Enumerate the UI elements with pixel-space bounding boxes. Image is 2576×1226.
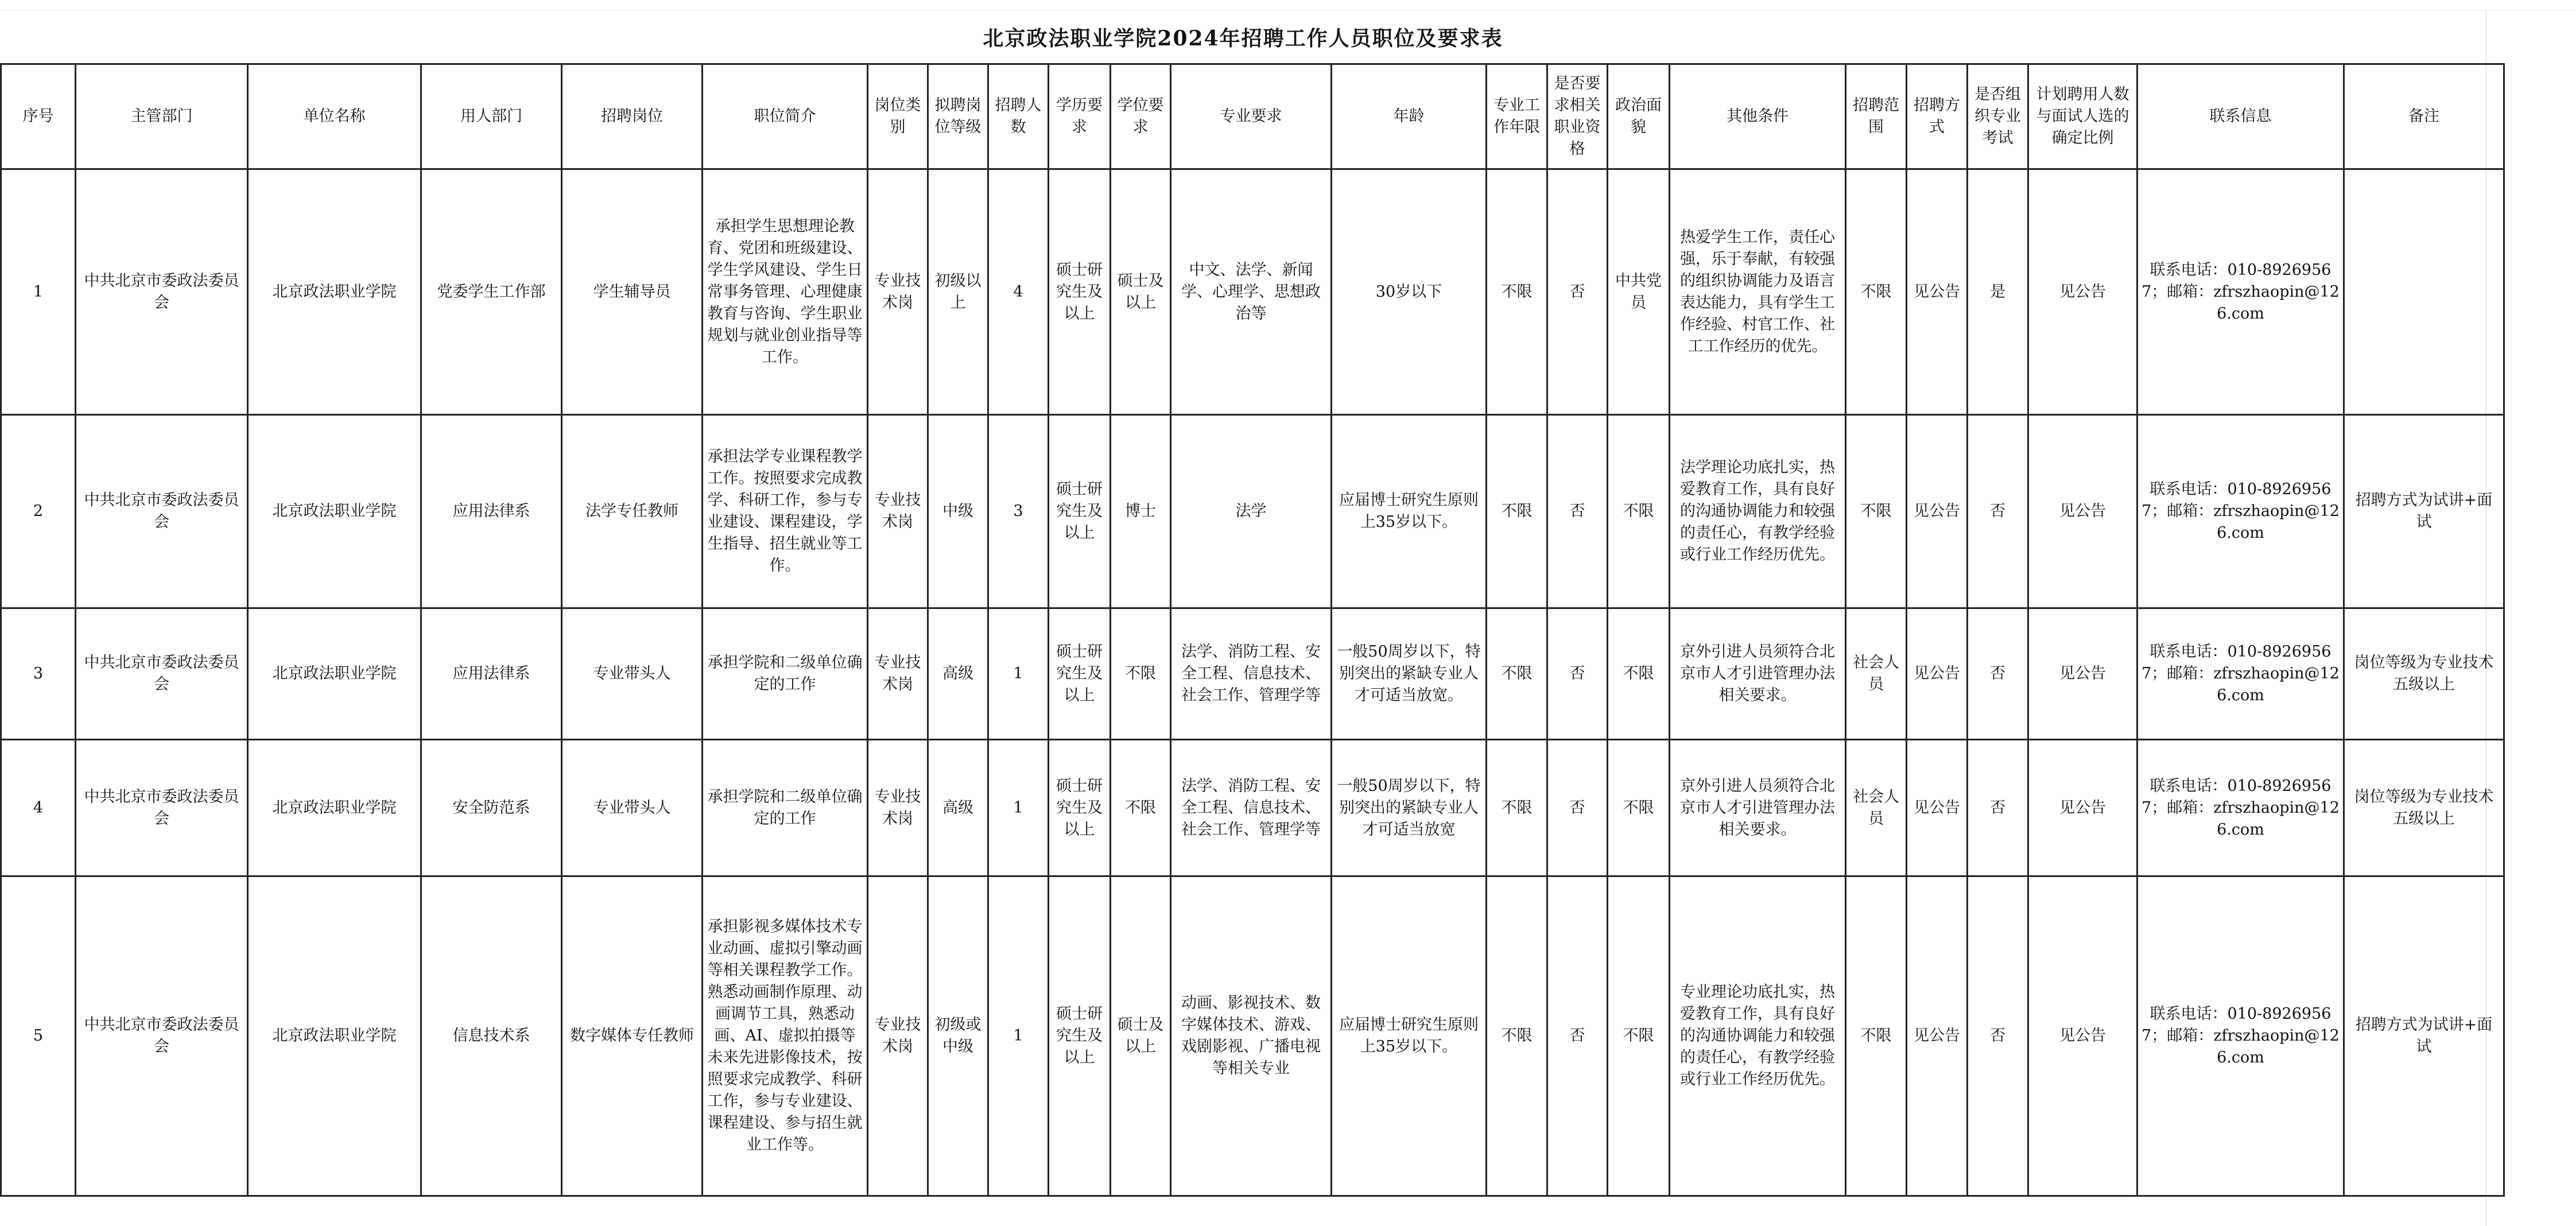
cell-cert: 否 (1547, 608, 1608, 740)
cell-remark: 岗位等级为专业技术五级以上 (2344, 608, 2504, 740)
header-cell-scope: 招聘范围 (1846, 64, 1907, 169)
table-row (1, 740, 2504, 876)
cell-age: 应届博士研究生原则上35岁以下。 (1332, 876, 1487, 1196)
cell-desc: 承担学院和二级单位确定的工作 (703, 608, 868, 740)
header-cell-method: 招聘方式 (1907, 64, 1968, 169)
cell-years: 不限 (1487, 740, 1547, 876)
cell-unit: 北京政法职业学院 (248, 169, 421, 415)
cell-exam: 否 (1968, 740, 2028, 876)
cell-category: 专业技术岗 (868, 415, 928, 608)
cell-degree: 不限 (1111, 608, 1171, 740)
table-row (1, 169, 2504, 415)
cell-desc: 承担学院和二级单位确定的工作 (703, 740, 868, 876)
header-cell-post: 招聘岗位 (562, 64, 703, 169)
cell-unit: 北京政法职业学院 (248, 608, 421, 740)
cell-remark: 招聘方式为试讲+面试 (2344, 876, 2504, 1196)
cell-edu: 硕士研究生及以上 (1049, 415, 1111, 608)
cell-unit: 北京政法职业学院 (248, 876, 421, 1196)
cell-politics: 不限 (1608, 876, 1670, 1196)
cell-ratio: 见公告 (2028, 415, 2137, 608)
cell-edu: 硕士研究生及以上 (1049, 169, 1111, 415)
cell-other: 法学理论功底扎实，热爱教育工作，具有良好的沟通协调能力和较强的责任心，有教学经验或行业工作经历优先。 (1670, 415, 1846, 608)
cell-employer: 应用法律系 (421, 415, 562, 608)
cell-category: 专业技术岗 (868, 740, 928, 876)
header-cell-ratio: 计划聘用人数与面试人选的确定比例 (2028, 64, 2137, 169)
cell-employer: 党委学生工作部 (421, 169, 562, 415)
cell-politics: 不限 (1608, 740, 1670, 876)
header-cell-age: 年龄 (1332, 64, 1487, 169)
cell-cert: 否 (1547, 740, 1608, 876)
cell-no: 5 (1, 876, 76, 1196)
cell-dept: 中共北京市委政法委员会 (76, 415, 248, 608)
cell-post: 专业带头人 (562, 608, 703, 740)
header-cell-category: 岗位类别 (868, 64, 928, 169)
header-cell-cert: 是否要求相关职业资格 (1547, 64, 1608, 169)
cell-no: 3 (1, 608, 76, 740)
cell-exam: 否 (1968, 876, 2028, 1196)
cell-exam: 是 (1968, 169, 2028, 415)
cell-dept: 中共北京市委政法委员会 (76, 876, 248, 1196)
cell-major: 中文、法学、新闻学、心理学、思想政治等 (1171, 169, 1332, 415)
header-cell-edu: 学历要求 (1049, 64, 1111, 169)
cell-ratio: 见公告 (2028, 169, 2137, 415)
cell-age: 一般50周岁以下，特别突出的紧缺专业人才可适当放宽 (1332, 740, 1487, 876)
cell-dept: 中共北京市委政法委员会 (76, 608, 248, 740)
cell-contact: 联系电话：010-89269567；邮箱：zfrszhaopin@126.com (2137, 876, 2344, 1196)
header-cell-exam: 是否组织专业考试 (1968, 64, 2028, 169)
header-cell-major: 专业要求 (1171, 64, 1332, 169)
cell-other: 京外引进人员须符合北京市人才引进管理办法相关要求。 (1670, 740, 1846, 876)
header-cell-count: 招聘人数 (988, 64, 1049, 169)
cell-remark: 招聘方式为试讲+面试 (2344, 415, 2504, 608)
cell-desc: 承担影视多媒体技术专业动画、虚拟引擎动画等相关课程教学工作。熟悉动画制作原理、动画调节工具，熟悉动画、AI、虚拟拍摄等未来先进影像技术，按照要求完成教学、科研工作，参与专业建设、课程建设、参与招生就业工作等。 (703, 876, 868, 1196)
cell-method: 见公告 (1907, 740, 1968, 876)
cell-count: 3 (988, 415, 1049, 608)
cell-cert: 否 (1547, 169, 1608, 415)
cell-level: 高级 (928, 740, 988, 876)
cell-scope: 不限 (1846, 876, 1907, 1196)
table-row (1, 608, 2504, 740)
header-cell-level: 拟聘岗位等级 (928, 64, 988, 169)
cell-politics: 不限 (1608, 608, 1670, 740)
cell-age: 一般50周岁以下，特别突出的紧缺专业人才可适当放宽。 (1332, 608, 1487, 740)
cell-unit: 北京政法职业学院 (248, 740, 421, 876)
cell-post: 学生辅导员 (562, 169, 703, 415)
cell-count: 4 (988, 169, 1049, 415)
cell-method: 见公告 (1907, 608, 1968, 740)
cell-remark (2344, 169, 2504, 415)
cell-scope: 不限 (1846, 415, 1907, 608)
cell-major: 动画、影视技术、数字媒体技术、游戏、戏剧影视、广播电视等相关专业 (1171, 876, 1332, 1196)
cell-major: 法学 (1171, 415, 1332, 608)
cell-remark: 岗位等级为专业技术五级以上 (2344, 740, 2504, 876)
cell-age: 应届博士研究生原则上35岁以下。 (1332, 415, 1487, 608)
cell-scope: 不限 (1846, 169, 1907, 415)
cell-desc: 承担学生思想理论教育、党团和班级建设、学生学风建设、学生日常事务管理、心理健康教育与咨询、学生职业规划与就业创业指导等工作。 (703, 169, 868, 415)
cell-degree: 不限 (1111, 740, 1171, 876)
cell-cert: 否 (1547, 415, 1608, 608)
cell-employer: 安全防范系 (421, 740, 562, 876)
cell-edu: 硕士研究生及以上 (1049, 608, 1111, 740)
cell-contact: 联系电话：010-89269567；邮箱：zfrszhaopin@126.com (2137, 608, 2344, 740)
cell-cert: 否 (1547, 876, 1608, 1196)
cell-count: 1 (988, 608, 1049, 740)
header-cell-degree: 学位要求 (1111, 64, 1171, 169)
cell-no: 4 (1, 740, 76, 876)
header-cell-desc: 职位简介 (703, 64, 868, 169)
cell-degree: 硕士及以上 (1111, 169, 1171, 415)
cell-age: 30岁以下 (1332, 169, 1487, 415)
header-cell-unit: 单位名称 (248, 64, 421, 169)
cell-post: 数字媒体专任教师 (562, 876, 703, 1196)
cell-years: 不限 (1487, 169, 1547, 415)
cell-method: 见公告 (1907, 415, 1968, 608)
cell-level: 中级 (928, 415, 988, 608)
cell-scope: 社会人员 (1846, 740, 1907, 876)
cell-other: 专业理论功底扎实，热爱教育工作，具有良好的沟通协调能力和较强的责任心，有教学经验或行业工作经历优先。 (1670, 876, 1846, 1196)
header-cell-other: 其他条件 (1670, 64, 1846, 169)
cell-major: 法学、消防工程、安全工程、信息技术、社会工作、管理学等 (1171, 608, 1332, 740)
cell-count: 1 (988, 740, 1049, 876)
cell-dept: 中共北京市委政法委员会 (76, 169, 248, 415)
cell-unit: 北京政法职业学院 (248, 415, 421, 608)
cell-method: 见公告 (1907, 169, 1968, 415)
cell-exam: 否 (1968, 415, 2028, 608)
cell-degree: 硕士及以上 (1111, 876, 1171, 1196)
cell-politics: 中共党员 (1608, 169, 1670, 415)
cell-desc: 承担法学专业课程教学工作。按照要求完成教学、科研工作，参与专业建设、课程建设，学生指导、招生就业等工作。 (703, 415, 868, 608)
cell-dept: 中共北京市委政法委员会 (76, 740, 248, 876)
cell-no: 1 (1, 169, 76, 415)
cell-level: 高级 (928, 608, 988, 740)
cell-employer: 应用法律系 (421, 608, 562, 740)
cell-count: 1 (988, 876, 1049, 1196)
cell-edu: 硕士研究生及以上 (1049, 876, 1111, 1196)
cell-level: 初级以上 (928, 169, 988, 415)
cell-edu: 硕士研究生及以上 (1049, 740, 1111, 876)
cell-contact: 联系电话：010-89269567；邮箱：zfrszhaopin@126.com (2137, 169, 2344, 415)
cell-method: 见公告 (1907, 876, 1968, 1196)
header-row (1, 64, 2504, 169)
cell-ratio: 见公告 (2028, 608, 2137, 740)
cell-contact: 联系电话：010-89269567；邮箱：zfrszhaopin@126.com (2137, 415, 2344, 608)
header-cell-politics: 政治面貌 (1608, 64, 1670, 169)
cell-years: 不限 (1487, 876, 1547, 1196)
table-row (1, 415, 2504, 608)
cell-contact: 联系电话：010-89269567；邮箱：zfrszhaopin@126.com (2137, 740, 2344, 876)
cell-category: 专业技术岗 (868, 608, 928, 740)
cell-category: 专业技术岗 (868, 169, 928, 415)
cell-category: 专业技术岗 (868, 876, 928, 1196)
cell-major: 法学、消防工程、安全工程、信息技术、社会工作、管理学等 (1171, 740, 1332, 876)
cell-employer: 信息技术系 (421, 876, 562, 1196)
header-cell-employer: 用人部门 (421, 64, 562, 169)
header-cell-years: 专业工作年限 (1487, 64, 1547, 169)
recruitment-table (0, 63, 2505, 1197)
header-cell-contact: 联系信息 (2137, 64, 2344, 169)
cell-politics: 不限 (1608, 415, 1670, 608)
header-cell-remark: 备注 (2344, 64, 2504, 169)
cell-ratio: 见公告 (2028, 740, 2137, 876)
cell-years: 不限 (1487, 608, 1547, 740)
cell-degree: 博士 (1111, 415, 1171, 608)
cell-other: 热爱学生工作，责任心强，乐于奉献，有较强的组织协调能力及语言表达能力，具有学生工作经验、村官工作、社工工作经历的优先。 (1670, 169, 1846, 415)
cell-exam: 否 (1968, 608, 2028, 740)
header-cell-dept: 主管部门 (76, 64, 248, 169)
cell-ratio: 见公告 (2028, 876, 2137, 1196)
cell-level: 初级或中级 (928, 876, 988, 1196)
cell-post: 专业带头人 (562, 740, 703, 876)
cell-other: 京外引进人员须符合北京市人才引进管理办法相关要求。 (1670, 608, 1846, 740)
table-row (1, 876, 2504, 1196)
cell-post: 法学专任教师 (562, 415, 703, 608)
cell-years: 不限 (1487, 415, 1547, 608)
header-cell-no: 序号 (1, 64, 76, 169)
cell-scope: 社会人员 (1846, 608, 1907, 740)
table-title: 北京政法职业学院2024年招聘工作人员职位及要求表 (983, 26, 1503, 51)
cell-no: 2 (1, 415, 76, 608)
